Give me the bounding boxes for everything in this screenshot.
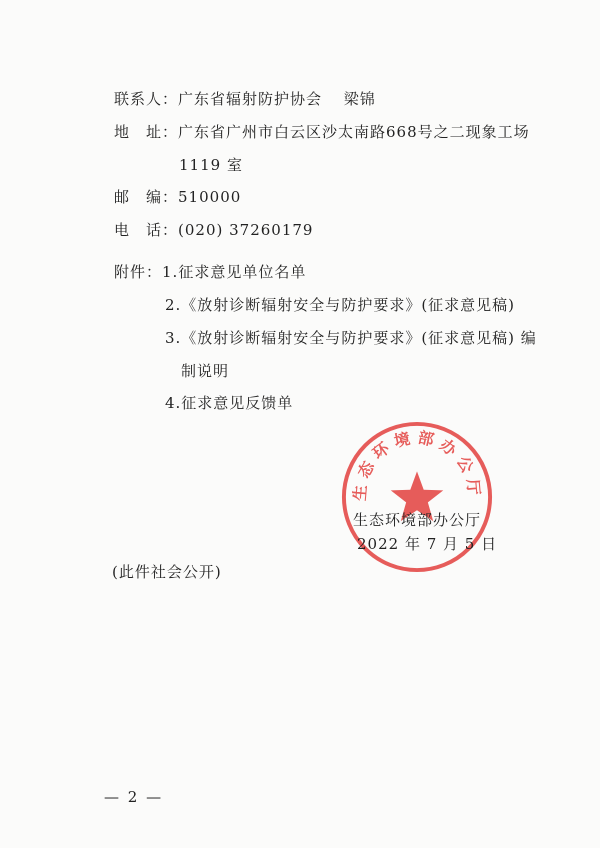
issuing-office: 生态环境部办公厅: [353, 511, 482, 529]
attachments-label: 附件：: [114, 263, 163, 281]
postcode-line: [114, 186, 241, 207]
disclosure-note: (此件社会公开): [112, 563, 222, 581]
phone-line: [114, 219, 313, 240]
address-value-line2: 1119 室: [179, 156, 243, 174]
attachment-item: 3.《放射诊断辐射安全与防护要求》(征求意见稿) 编: [165, 329, 537, 347]
attachment-item: 4.征求意见反馈单: [165, 394, 294, 412]
contact-person-value: 广东省辐射防护协会 梁锦: [178, 90, 376, 108]
seal-lettering: 生态环境部办公厅: [349, 427, 485, 502]
attachment-item: 2.《放射诊断辐射安全与防护要求》(征求意见稿): [165, 296, 516, 314]
attachment-item-continued: 制说明: [181, 362, 230, 380]
phone-value: (020) 37260179: [178, 221, 314, 239]
postcode-label: 邮 编：: [114, 188, 179, 206]
page-number: — 2 —: [104, 788, 164, 806]
issue-date: 2022 年 7 月 5 日: [357, 535, 498, 553]
address-label: 地 址：: [114, 123, 179, 141]
phone-label: 电 话：: [114, 221, 179, 239]
attachment-item: 1.征求意见单位名单: [162, 263, 307, 281]
address-value-line1: 广东省广州市白云区沙太南路668号之二现象工场: [178, 123, 530, 141]
contact-person-label: 联系人：: [114, 90, 179, 108]
address-line: [114, 121, 530, 142]
address-line-2: [179, 154, 243, 175]
postcode-value: 510000: [178, 188, 242, 206]
contact-person-line: [114, 88, 376, 109]
attachments-line-1: [114, 261, 306, 282]
